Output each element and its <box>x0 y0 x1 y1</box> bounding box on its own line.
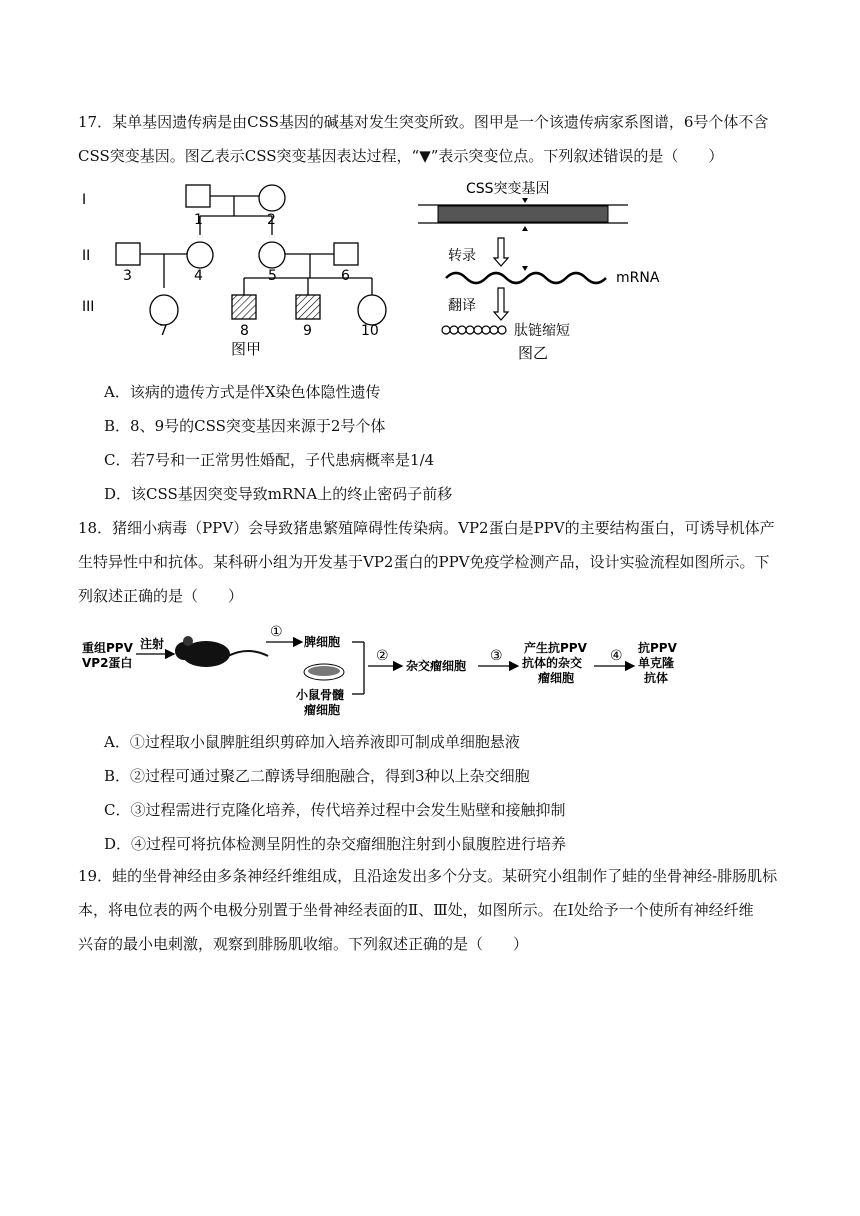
q19-stem-line3: 兴奋的最小电刺激，观察到腓肠肌收缩。下列叙述正确的是（ ） <box>78 935 529 953</box>
q18-option-a: A．①过程取小鼠脾脏组织剪碎加入培养液即可制成单细胞悬液 <box>104 733 520 751</box>
individual-1 <box>186 185 210 207</box>
individual-3 <box>116 243 140 265</box>
individual-9 <box>296 295 320 319</box>
generation-label-III: III <box>82 299 95 315</box>
q17-stem-line1: 17．某单基因遗传病是由CSS基因的碱基对发生突变所致。图甲是一个该遗传病家系图谱，6号个体不含 <box>78 113 769 131</box>
myeloma-label-1: 小鼠骨髓 <box>296 688 345 702</box>
individual-7 <box>150 295 178 325</box>
mab-label-1: 抗PPV <box>638 641 677 655</box>
inject-label: 注射 <box>140 637 165 651</box>
antibody-hybridoma-label-3: 瘤细胞 <box>538 671 575 685</box>
mab-label-2: 单克隆 <box>638 656 675 670</box>
q17-option-d: D．该CSS基因突变导致mRNA上的终止密码子前移 <box>104 485 453 503</box>
individual-5 <box>259 242 285 268</box>
mouse-icon <box>175 636 268 667</box>
q18-stem-line3: 列叙述正确的是（ ） <box>78 587 244 605</box>
individual-6 <box>334 243 358 265</box>
translation-label: 翻译 <box>448 298 476 314</box>
transcription-arrow <box>494 238 508 266</box>
antigen-label-2: VP2蛋白 <box>82 656 133 670</box>
step-1-label: ① <box>270 624 283 640</box>
q17-option-a: A．该病的遗传方式是伴X染色体隐性遗传 <box>104 383 381 401</box>
step-4-label: ④ <box>610 648 623 664</box>
q18-stem-line2: 生特异性中和抗体。某科研小组为开发基于VP2蛋白的PPV免疫学检测产品，设计实验流程如图所示。下 <box>78 553 770 571</box>
antibody-hybridoma-label-2: 抗体的杂交 <box>522 656 583 670</box>
merge-bracket <box>352 642 364 694</box>
mutation-marker-top <box>522 198 528 203</box>
q18-stem-line1: 18．猪细小病毒（PPV）会导致猪患繁殖障碍性传染病。VP2蛋白是PPV的主要结构蛋白，可诱导机体产 <box>78 519 775 537</box>
id-label-8: 8 <box>240 323 249 339</box>
individual-8 <box>232 295 256 319</box>
gene-expression-figure <box>418 178 688 364</box>
pedigree-figure <box>76 180 406 360</box>
mab-flow-figure <box>78 614 688 724</box>
expression-caption: 图乙 <box>518 344 549 362</box>
id-label-9: 9 <box>303 323 312 339</box>
q18-option-b: B．②过程可通过聚乙二醇诱导细胞融合，得到3种以上杂交细胞 <box>104 767 530 785</box>
id-label-6: 6 <box>341 268 350 284</box>
spleen-cell-label: 脾细胞 <box>304 635 341 649</box>
gene-label: CSS突变基因 <box>466 181 550 197</box>
peptide-chain <box>442 326 506 334</box>
mutation-marker-mrna <box>522 266 528 271</box>
antigen-label-1: 重组PPV <box>82 641 133 655</box>
translation-arrow <box>494 288 508 320</box>
generation-label-II: II <box>82 248 91 264</box>
step-2-label: ② <box>376 648 389 664</box>
pedigree-caption: 图甲 <box>231 340 262 358</box>
antibody-hybridoma-label-1: 产生抗PPV <box>524 641 587 655</box>
individual-4 <box>187 242 213 268</box>
id-label-3: 3 <box>123 268 132 284</box>
q19-stem-line1: 19．蛙的坐骨神经由多条神经纤维组成，且沿途发出多个分支。某研究小组制作了蛙的坐骨神经-腓肠肌标 <box>78 867 778 885</box>
id-label-7: 7 <box>159 323 168 339</box>
myeloma-label-2: 瘤细胞 <box>304 703 341 717</box>
transcription-label: 转录 <box>448 248 476 264</box>
id-label-4: 4 <box>194 268 203 284</box>
id-label-10: 10 <box>361 323 379 339</box>
individual-2 <box>259 185 285 211</box>
id-label-2: 2 <box>267 212 276 228</box>
mutation-marker-bottom <box>522 226 528 231</box>
id-label-1: 1 <box>194 212 203 228</box>
q17-option-b: B．8、9号的CSS突变基因来源于2号个体 <box>104 417 386 435</box>
q18-option-c: C．③过程需进行克隆化培养，传代培养过程中会发生贴壁和接触抑制 <box>104 801 566 819</box>
step-3-label: ③ <box>490 648 503 664</box>
generation-label-I: I <box>82 192 87 208</box>
hybridoma-label: 杂交瘤细胞 <box>406 659 467 673</box>
q18-option-d: D．④过程可将抗体检测呈阴性的杂交瘤细胞注射到小鼠腹腔进行培养 <box>104 835 567 853</box>
q17-stem-line2: CSS突变基因。图乙表示CSS突变基因表达过程，“▼”表示突变位点。下列叙述错误的是（ ） <box>78 147 724 165</box>
mutant-gene-bar <box>438 206 608 222</box>
q17-option-c: C．若7号和一正常男性婚配，子代患病概率是1/4 <box>104 451 435 469</box>
peptide-label: 肽链缩短 <box>514 323 570 339</box>
mrna-label: mRNA <box>616 270 660 286</box>
q19-stem-line2: 本，将电位表的两个电极分别置于坐骨神经表面的Ⅱ、Ⅲ处，如图所示。在Ⅰ处给予一个使所有神经纤维 <box>78 901 754 919</box>
id-label-5: 5 <box>268 268 277 284</box>
mab-label-3: 抗体 <box>644 671 669 685</box>
individual-10 <box>358 295 386 325</box>
culture-dish-icon <box>304 664 344 680</box>
mrna-strand <box>446 273 606 283</box>
